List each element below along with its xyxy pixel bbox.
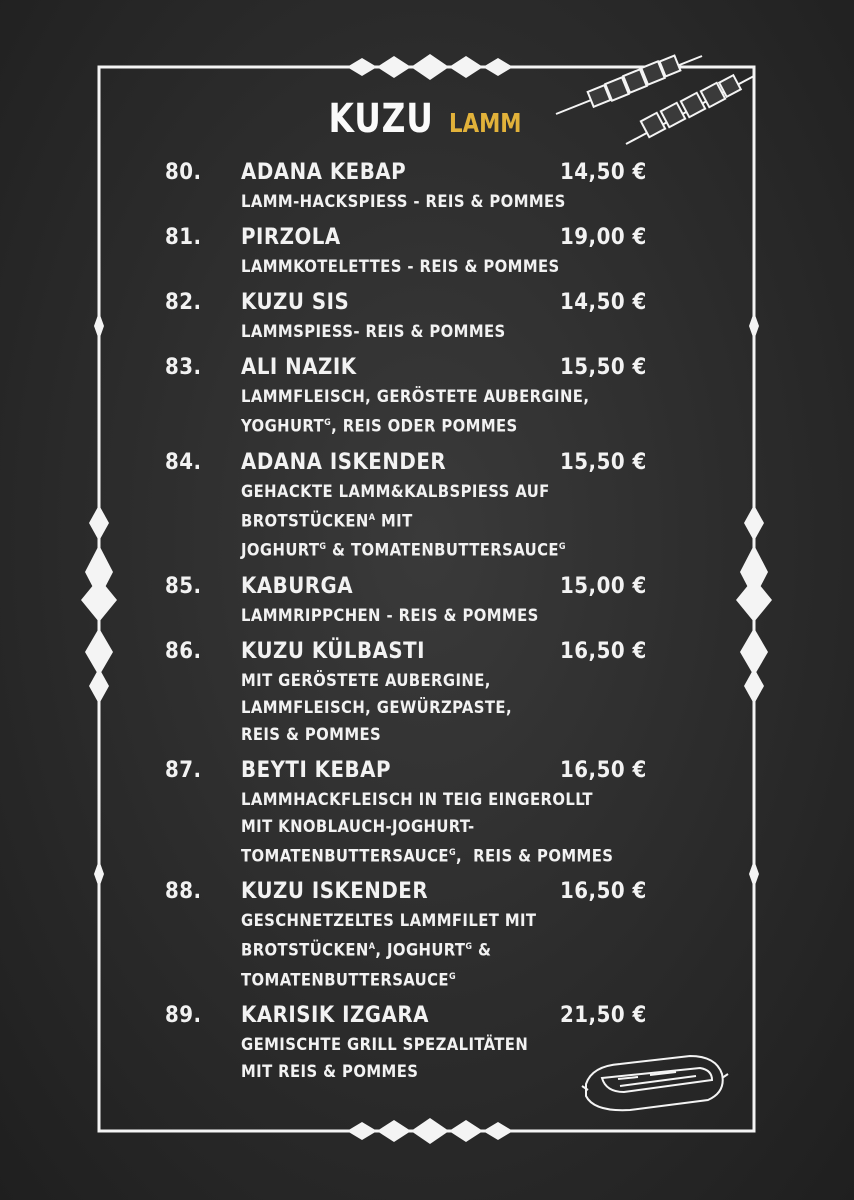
item-name: KUZU ISKENDER: [241, 879, 429, 904]
item-number: 80.: [165, 160, 202, 185]
item-description: LAMMRIPPCHEN - REIS & POMMES: [241, 605, 539, 625]
item-price: 21,50 €: [560, 1003, 647, 1028]
page-title: [0, 96, 854, 142]
item-price: 14,50 €: [560, 160, 647, 185]
item-description: LAMM-HACKSPIESS - REIS & POMMES: [241, 192, 566, 211]
item-name: KARISIK IZGARA: [241, 1003, 429, 1028]
item-price: 16,50 €: [560, 757, 647, 783]
item-number: 88.: [165, 879, 202, 904]
item-name: PIRZOLA: [241, 225, 341, 250]
item-description: LAMMFLEISCH, GERÖSTETE AUBERGINE, $YOGHURT^G$, REIS ODER POMMES: [241, 387, 590, 436]
menu-list: [165, 158, 655, 1093]
item-description: LAMMKOTELETTES - REIS & POMMES: [241, 257, 560, 276]
title-main: KUZU: [328, 96, 434, 142]
item-name: ADANA ISKENDER: [241, 449, 447, 475]
item-description: GEHACKTE LAMM&KALBSPIESS AUF $BROTSTÜCKEN^A$ MIT $JOGHURT^G$ & $TOMATENBUTTERSAUCE^G$: [241, 481, 566, 560]
item-price: 16,50 €: [560, 638, 647, 664]
item-price: 19,00 €: [560, 225, 647, 250]
item-name: KUZU SIS: [241, 290, 350, 315]
menu-item: [165, 223, 655, 280]
item-price: 15,50 €: [560, 449, 647, 475]
menu-item: [165, 1001, 655, 1085]
item-name: BEYTI KEBAP: [241, 757, 391, 783]
item-number: 83.: [165, 355, 202, 380]
item-name: KUZU KÜLBASTI: [241, 638, 425, 664]
item-number: 86.: [165, 638, 202, 664]
menu-item: [165, 877, 655, 993]
item-number: 89.: [165, 1003, 202, 1028]
menu-item: [165, 637, 655, 748]
item-description: MIT GERÖSTETE AUBERGINE, LAMMFLEISCH, GEWÜRZPASTE, REIS & POMMES: [241, 670, 512, 744]
item-price: 15,00 €: [560, 573, 647, 599]
menu-item: [165, 353, 655, 440]
item-price: 14,50 €: [560, 290, 647, 315]
item-price: 16,50 €: [560, 879, 647, 904]
item-price: 15,50 €: [560, 355, 647, 380]
menu-item: [165, 572, 655, 629]
item-number: 85.: [165, 573, 202, 599]
menu-item: [165, 158, 655, 215]
item-number: 82.: [165, 290, 202, 315]
item-number: 87.: [165, 757, 202, 783]
item-name: ADANA KEBAP: [241, 160, 407, 185]
menu-item: [165, 756, 655, 870]
item-name: KABURGA: [241, 573, 354, 599]
item-description: LAMMSPIESS- REIS & POMMES: [241, 322, 506, 341]
item-description: GEMISCHTE GRILL SPEZALITÄTEN MIT REIS & POMMES: [241, 1035, 529, 1081]
item-number: 81.: [165, 225, 202, 250]
item-description: GESCHNETZELTES LAMMFILET MIT $BROTSTÜCKEN^A$, $JOGHURT^G$ & $TOMATENBUTTERSAUCE^G$: [241, 911, 537, 989]
menu-item: [165, 448, 655, 564]
item-name: ALI NAZIK: [241, 355, 357, 380]
menu-item: [165, 288, 655, 345]
title-sub: LAMM: [448, 109, 522, 139]
item-description: LAMMHACKFLEISCH IN TEIG EINGEROLLT MIT KNOBLAUCH-JOGHURT- $TOMATENBUTTERSAUCE^G$, REIS & POMMES: [241, 789, 614, 865]
item-number: 84.: [165, 449, 202, 475]
